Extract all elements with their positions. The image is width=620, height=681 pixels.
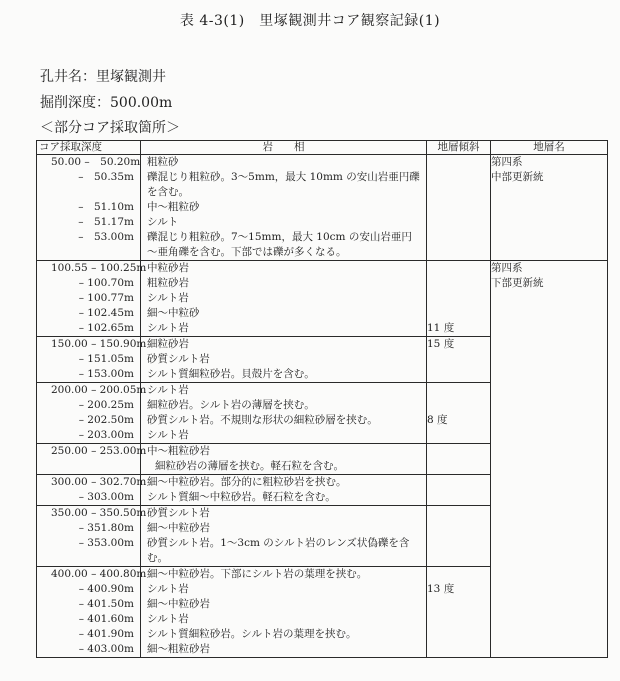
lithology-text: 細粒砂岩の薄層を挟む。軽石粒を含む。 xyxy=(155,460,344,472)
well-name: 孔井名：里塚観測井 xyxy=(40,69,166,85)
depth-value: – 401.50m xyxy=(78,598,134,610)
lithology-text: シルト xyxy=(147,216,179,228)
depth-value: – 401.90m xyxy=(78,628,134,640)
dip-cell xyxy=(427,155,491,261)
lithology-text: シルト岩 xyxy=(147,613,189,625)
depth-value: 100.55 – 100.25m xyxy=(51,262,147,274)
depth-cell xyxy=(37,337,147,383)
lithology-text: 細～中粒砂岩 xyxy=(147,598,210,610)
lithology-text: 砂質シルト岩 xyxy=(147,353,210,365)
depth-value xyxy=(37,459,140,474)
formation-name: 第四系 xyxy=(491,156,523,168)
depth-value: 200.00 – 200.05m xyxy=(51,384,147,396)
lithology-text: 細～中粒砂岩。下部にシルト岩の葉理を挟む。 xyxy=(147,568,368,580)
lithology-text: 中～粗粒砂岩 xyxy=(147,445,210,457)
lithology-text: 砂質シルト岩。1～3cm のシルト岩のレンズ状偽礫を含 xyxy=(147,537,410,549)
lithology-cell xyxy=(141,337,427,383)
depth-value: 50.00 – 50.20m xyxy=(51,156,141,168)
formation-cell xyxy=(491,155,608,261)
depth-value: – 153.00m xyxy=(78,368,134,380)
depth-value: – 202.50m xyxy=(78,414,134,426)
lithology-cell xyxy=(141,475,427,506)
lithology-text: 中～粗粒砂 xyxy=(147,201,200,213)
depth-value: – 401.60m xyxy=(78,613,134,625)
lithology-cell xyxy=(141,444,427,475)
drill-depth: 掘削深度：500.00m xyxy=(40,95,173,111)
depth-value xyxy=(37,185,140,200)
table-header-row xyxy=(37,141,608,155)
lithology-text: 細～中粒砂岩 xyxy=(147,522,210,534)
formation-name: 下部更新統 xyxy=(491,277,544,289)
depth-value: – 151.05m xyxy=(78,353,134,365)
depth-cell xyxy=(37,475,147,506)
header-formation: 地層名 xyxy=(491,141,608,155)
dip-value: 13 度 xyxy=(427,583,455,595)
lithology-text: 細～中粒砂岩。部分的に粗粒砂岩を挟む。 xyxy=(147,476,347,488)
lithology-text: 礫混じり粗粒砂。7～15mm，最大 10cm の安山岩亜円 xyxy=(147,231,412,243)
lithology-text: シルト質細粒砂岩。シルト岩の葉理を挟む。 xyxy=(147,628,357,640)
lithology-cell xyxy=(141,155,427,261)
core-observation-table xyxy=(36,140,608,658)
dip-cell xyxy=(427,261,491,337)
lithology-cell xyxy=(141,383,427,444)
lithology-text: シルト岩 xyxy=(147,384,189,396)
depth-value: – 303.00m xyxy=(78,491,134,503)
header-depth: コア採取深度 xyxy=(37,141,141,155)
depth-value: 400.00 – 400.80m xyxy=(51,568,147,580)
lithology-text: シルト岩 xyxy=(147,322,189,334)
depth-value xyxy=(37,245,140,260)
header-dip: 地層傾斜 xyxy=(427,141,491,155)
depth-cell xyxy=(37,567,147,658)
depth-cell xyxy=(37,383,147,444)
depth-cell xyxy=(37,155,141,261)
lithology-text: シルト質細～中粒砂岩。軽石粒を含む。 xyxy=(147,491,336,503)
depth-cell xyxy=(37,506,147,567)
depth-value: – 351.80m xyxy=(78,522,134,534)
depth-value: – 353.00m xyxy=(78,537,134,549)
depth-value: – 200.25m xyxy=(78,399,134,411)
lithology-text: 細～中粒砂 xyxy=(147,307,200,319)
lithology-text: 礫混じり粗粒砂。3～5mm，最大 10mm の安山岩亜円礫 xyxy=(147,171,420,183)
dip-cell xyxy=(427,337,491,383)
lithology-text: 細～粗粒砂岩 xyxy=(147,643,210,655)
lithology-text: 細粒砂岩。シルト岩の薄層を挟む。 xyxy=(147,399,315,411)
lithology-text: 中粒砂岩 xyxy=(147,262,189,274)
depth-value: 250.00 – 253.00m xyxy=(51,445,147,457)
page-title: 表 4-3(1) 里塚観測井コア観察記録(1) xyxy=(179,13,441,29)
table-row xyxy=(37,261,608,337)
lithology-text: シルト質細粒砂岩。貝殻片を含む。 xyxy=(147,368,315,380)
depth-value: 150.00 – 150.90m xyxy=(51,338,147,350)
depth-cell xyxy=(37,444,147,475)
dip-value: 11 度 xyxy=(427,322,455,334)
lithology-text: 砂質シルト岩。不規則な形状の細粒砂層を挟む。 xyxy=(147,414,378,426)
lithology-text: 砂質シルト岩 xyxy=(147,507,210,519)
depth-value: – 100.70m xyxy=(78,277,134,289)
lithology-text: む。 xyxy=(147,552,168,564)
depth-value: – 403.00m xyxy=(78,643,134,655)
formation-name: 第四系 xyxy=(491,262,523,274)
lithology-cell xyxy=(141,506,427,567)
depth-value: – 51.10m xyxy=(78,201,134,213)
depth-value: – 50.35m xyxy=(78,171,134,183)
dip-cell xyxy=(427,475,491,506)
section-heading: ＜部分コア採取箇所＞ xyxy=(40,120,180,136)
dip-cell xyxy=(427,567,491,658)
depth-value: – 53.00m xyxy=(78,231,134,243)
formation-cell xyxy=(491,261,608,658)
depth-value: – 100.77m xyxy=(78,292,134,304)
table-body xyxy=(37,155,608,658)
lithology-text: ～亜角礫を含む。下部では礫が多くなる。 xyxy=(147,246,347,258)
formation-name: 中部更新統 xyxy=(491,171,544,183)
depth-value xyxy=(37,551,140,566)
depth-value: – 102.65m xyxy=(78,322,134,334)
lithology-text: 細粒砂岩 xyxy=(147,338,189,350)
lithology-text: シルト岩 xyxy=(147,583,189,595)
table-row xyxy=(37,155,608,261)
depth-value: 300.00 – 302.70m xyxy=(51,476,147,488)
lithology-text: を含む。 xyxy=(147,186,189,198)
depth-value: – 203.00m xyxy=(78,429,134,441)
lithology-text: 粗粒砂 xyxy=(147,156,179,168)
lithology-text: シルト岩 xyxy=(147,292,189,304)
depth-value: – 102.45m xyxy=(78,307,134,319)
dip-cell xyxy=(427,383,491,444)
dip-cell xyxy=(427,444,491,475)
header-lithology: 岩 相 xyxy=(141,141,427,155)
dip-cell xyxy=(427,506,491,567)
lithology-text: シルト岩 xyxy=(147,429,189,441)
depth-cell xyxy=(37,261,147,337)
depth-value: 350.00 – 350.50m xyxy=(51,507,147,519)
lithology-cell xyxy=(141,567,427,658)
depth-value: – 400.90m xyxy=(78,583,134,595)
dip-value: 8 度 xyxy=(427,414,448,426)
dip-value: 15 度 xyxy=(427,338,455,350)
lithology-cell xyxy=(141,261,427,337)
lithology-text: 粗粒砂岩 xyxy=(147,277,189,289)
depth-value: – 51.17m xyxy=(78,216,134,228)
